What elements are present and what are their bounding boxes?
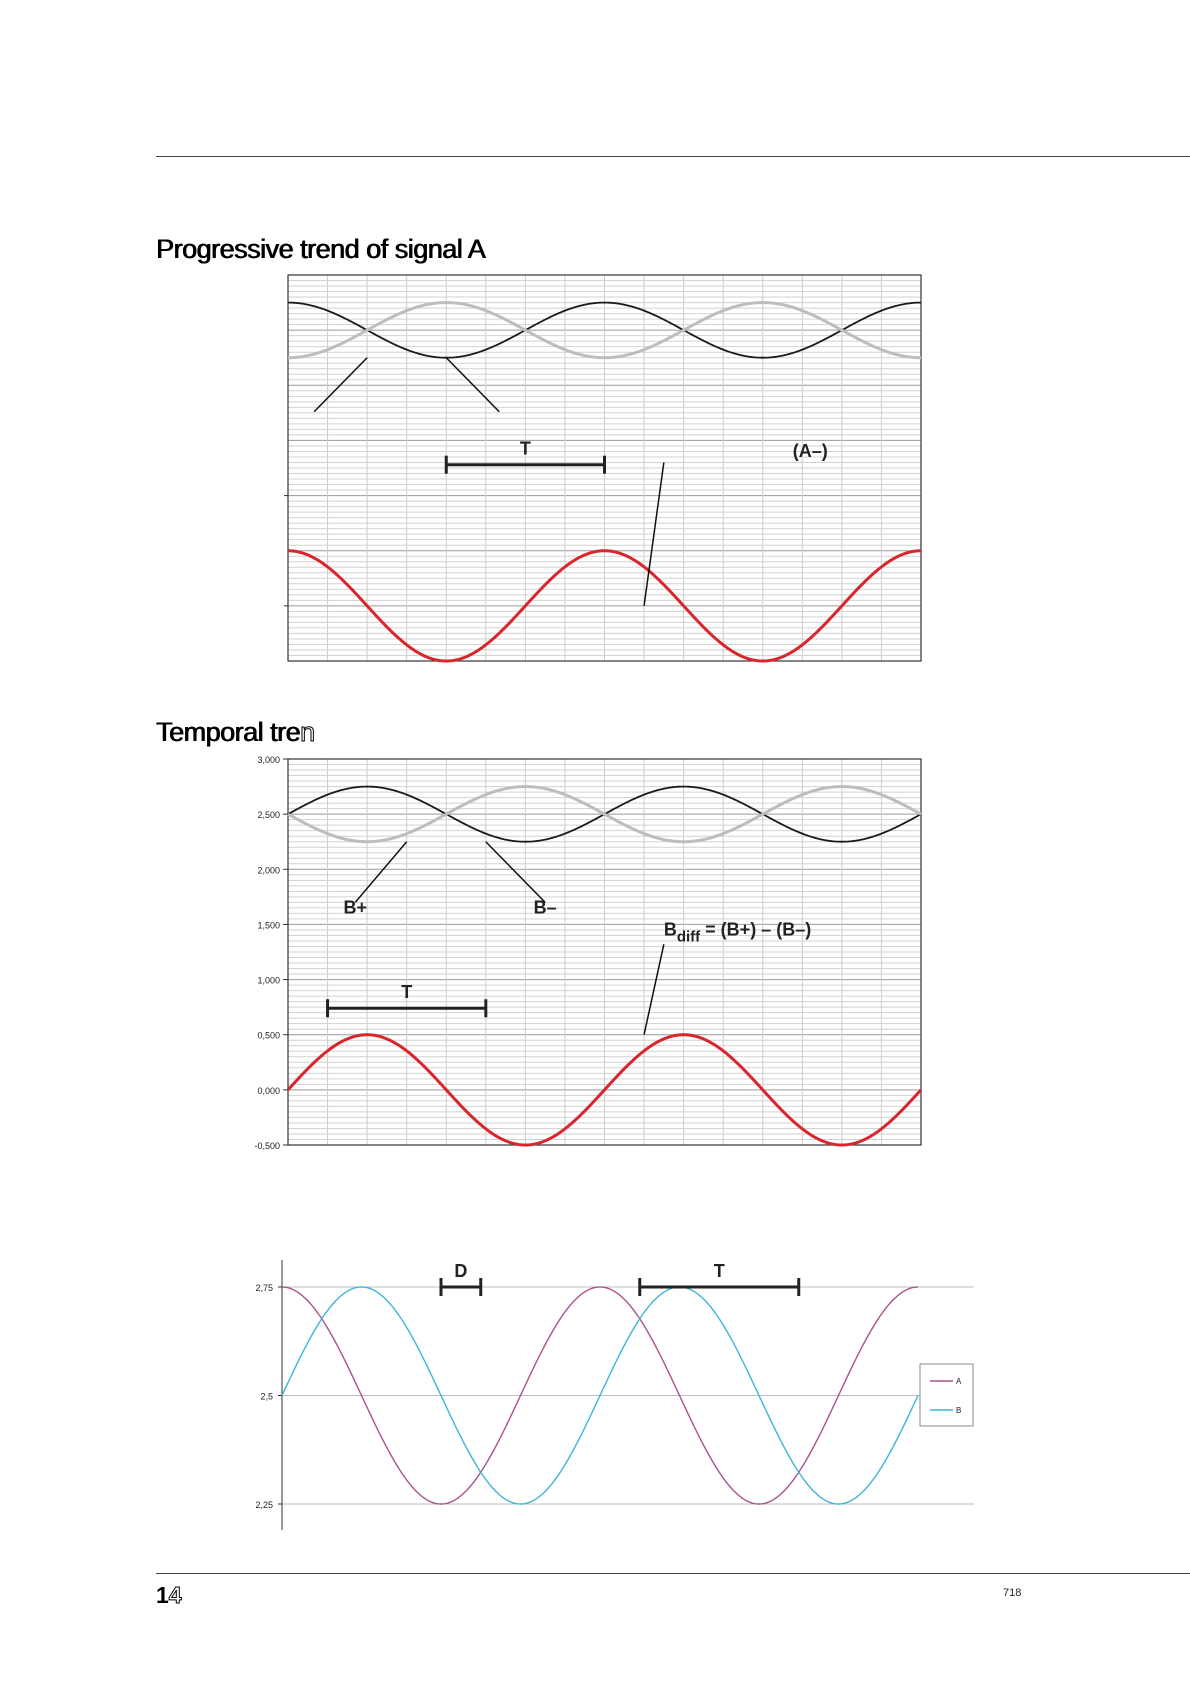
fig2-label-bdiff-rest: = (B+) – (B–) [700,919,812,940]
fig2-ytick-label: 1,000 [257,975,280,986]
fig2-label-bminus: B– [533,897,557,918]
fig3-ytick-label: 2,75 [255,1283,273,1293]
fig3-ytick-label: 2,5 [260,1391,273,1402]
fig3-ytick-label: 2,25 [255,1500,273,1510]
bottom-rule [156,1573,1190,1574]
fig2-ytick-label: 3,000 [257,755,280,765]
fig3-period-label: T [713,1261,725,1281]
fig2-label-bplus: B+ [343,897,368,918]
fig1-period-label: T [519,438,531,459]
fig2-label-bdiff-sub: diff [676,928,701,946]
page-number: 14 [156,1582,182,1608]
fig2-ytick-label: -0,500 [254,1141,280,1151]
fig2-ytick-label: 0,500 [257,1030,280,1041]
fig1-label-a-minus: (A–) [792,440,828,461]
fig2-period-label: T [401,982,413,1003]
fig3-legend-label-b: B [956,1406,962,1415]
heading-progressive-trend: Progressive trend of signal A [156,234,486,264]
fig2-ytick-label: 0,000 [257,1085,280,1096]
fig3-legend-label-a: A [956,1377,962,1386]
fig2-label-bdiff-main: B [663,919,677,940]
fig2-ytick-label: 2,000 [257,865,280,876]
document-code: 718 [1003,1587,1022,1599]
fig3-delay-label: D [454,1261,468,1281]
fig2-ytick-label: 1,500 [257,920,280,931]
fig3-legend-box [920,1364,973,1426]
fig2-ytick-label: 2,500 [257,810,280,821]
heading-temporal-trend: Temporal tren [156,717,315,747]
